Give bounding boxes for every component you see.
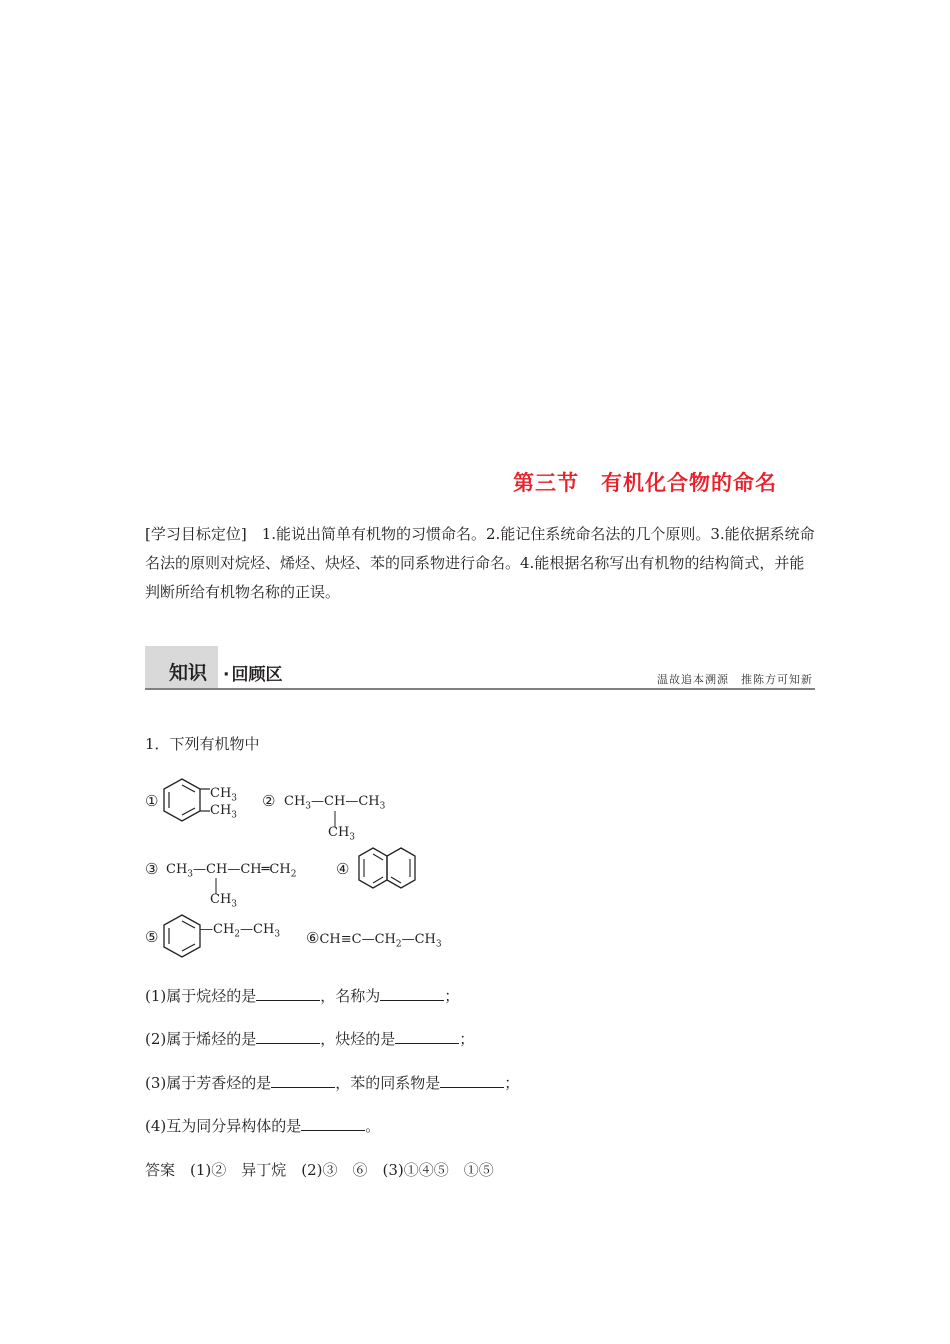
section-header-rule [145, 688, 815, 690]
section-header-main: 知识 [169, 662, 208, 684]
question-part-4: (4)互为同分异构体的是 。 [145, 1117, 381, 1135]
answer-blank-2b[interactable] [395, 1029, 459, 1044]
o-xylene-ring [160, 776, 216, 826]
section-header-sub-text: 回顾区 [231, 665, 283, 685]
section-header [145, 646, 815, 690]
methylbutene-main-chain: $CH_3—CH—CH═CH_2$ [166, 862, 297, 880]
marker-4: ④ [336, 860, 350, 878]
section-title [513, 467, 777, 497]
section-name: 有机化合物的命名 [601, 471, 777, 495]
question-part-2: (2)属于烯烃的是 ，炔烃的是 ； [145, 1030, 475, 1048]
ethylbenzene-chain: $—CH_2—CH_3$ [200, 922, 281, 940]
marker-6: ⑥ [306, 929, 320, 947]
marker-1: ① [145, 792, 159, 810]
isobutane-main-chain: $CH_3—CH—CH_3$ [284, 794, 386, 812]
section-header-dot: · [223, 665, 230, 685]
answer-blank-2a[interactable] [256, 1029, 320, 1044]
isobutane-branch: $CH_3$ [328, 825, 356, 843]
section-number: 第三节 [513, 471, 579, 495]
section-header-sub [223, 660, 282, 685]
section-header-slogan: 温故追本溯源 推陈方可知新 [657, 673, 813, 686]
answer-blank-1b[interactable] [380, 986, 444, 1001]
learning-objectives: [学习目标定位] 1.能说出简单有机物的习惯命名。2.能记住系统命名法的几个原则。3.能依据系统命名法的原则对烷烃、烯烃、炔烃、苯的同系物进行命名。4.能根据名称写出有机物的结构简式，并能判断所给有机物名称的正误。 [145, 525, 815, 601]
naphthalene-rings [355, 845, 423, 893]
answer-line: 答案 (1)② 异丁烷 (2)③ ⑥ (3)①④⑤ ①⑤ [145, 1161, 494, 1179]
answer-blank-4a[interactable] [301, 1116, 365, 1131]
marker-3: ③ [145, 860, 159, 878]
question-intro: 1．下列有机物中 [145, 735, 260, 753]
marker-5: ⑤ [145, 928, 159, 946]
answer-blank-3a[interactable] [271, 1073, 335, 1088]
question-part-1: (1)属于烷烃的是 ，名称为 ； [145, 987, 460, 1005]
marker-2: ② [262, 792, 276, 810]
answer-blank-3b[interactable] [440, 1073, 504, 1088]
question-part-3: (3)属于芳香烃的是 ，苯的同系物是 ； [145, 1074, 520, 1092]
o-xylene-ch3-top: $CH_3$ [210, 786, 238, 804]
o-xylene-ch3-bottom: $CH_3$ [210, 803, 238, 821]
answer-blank-1a[interactable] [256, 986, 320, 1001]
butyne-formula: $⑥CH\equiv C—CH_2—CH_3$ [306, 929, 442, 950]
methylbutene-branch: $CH_3$ [210, 892, 238, 910]
